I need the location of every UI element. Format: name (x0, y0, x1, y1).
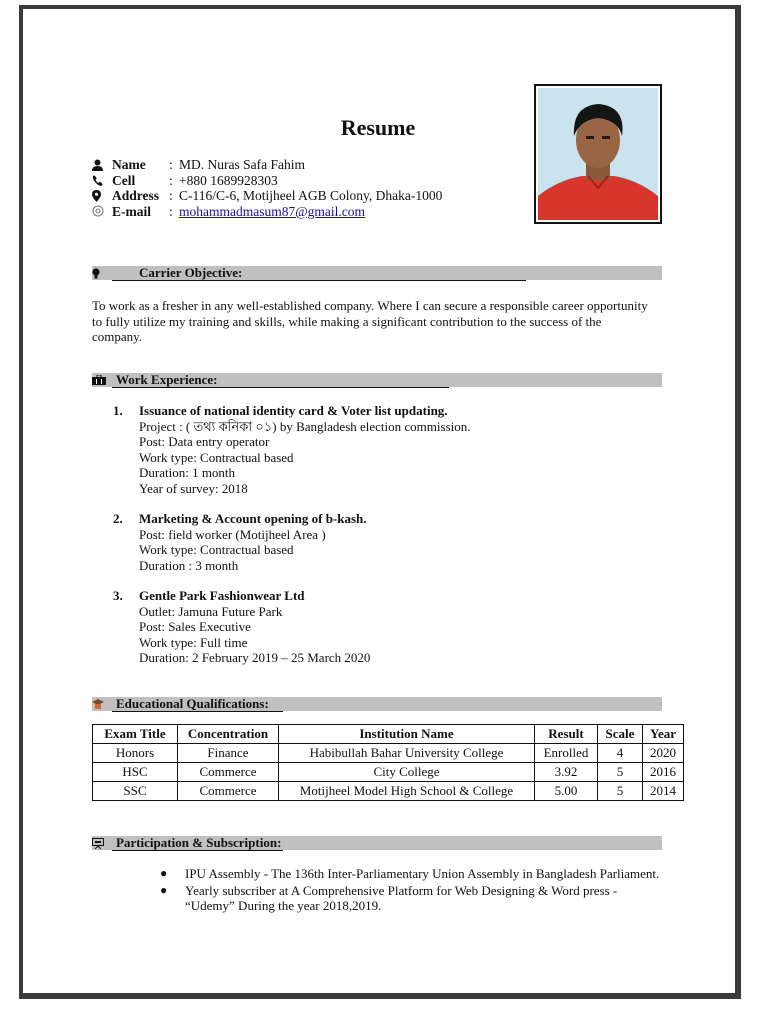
person-icon (92, 159, 112, 171)
section-experience (92, 373, 662, 387)
graduation-icon (92, 699, 112, 710)
column-header: Institution Name (279, 725, 535, 744)
section-objective (92, 266, 662, 280)
column-header: Exam Title (93, 725, 178, 744)
list-item: ● Yearly subscriber at A Comprehensive Platform for Web Designing & Word press - “Udemy” During the year 2018,2019. (160, 882, 618, 913)
list-item: ● IPU Assembly - The 136th Inter-Parliamentary Union Assembly in Bangladesh Parliament. (160, 866, 660, 881)
email-icon (92, 205, 112, 217)
column-header: Result (535, 725, 598, 744)
presentation-icon (92, 838, 112, 849)
email-link[interactable]: mohammadmasum87@gmail.com (179, 203, 366, 219)
table-header-row (93, 725, 684, 744)
job-title: Issuance of national identity card & Voter list updating. (139, 403, 448, 418)
education-table (92, 724, 684, 801)
profile-photo (534, 84, 662, 224)
job-title: Marketing & Account opening of b-kash. (139, 511, 367, 526)
page-title: Resume (340, 115, 416, 140)
column-header: Scale (598, 725, 643, 744)
location-pin-icon (92, 190, 112, 202)
column-header: Year (643, 725, 684, 744)
bullet-icon: ● (160, 866, 168, 880)
participation-list (160, 866, 660, 915)
info-row-name: Name : MD. Nuras Safa Fahim (92, 157, 442, 173)
section-heading: Carrier Objective: (112, 266, 526, 281)
section-heading: Participation & Subscription: (112, 836, 283, 851)
job-title: Gentle Park Fashionwear Ltd (139, 588, 305, 603)
job-item: 3. Gentle Park Fashionwear Ltd Outlet: Jamuna Future Park Post: Sales Executive Work type: Full time Duration: 2 February 2019 – 25 March 2020 (113, 588, 371, 665)
personal-info (92, 157, 442, 219)
lightbulb-icon (92, 268, 112, 279)
section-heading: Educational Qualifications: (112, 697, 283, 712)
table-row: SSC Commerce Motijheel Model High School & College 5.00 5 2014 (93, 782, 684, 801)
section-participation (92, 836, 662, 850)
info-row-address: Address : C-116/C-6, Motijheel AGB Colony, Dhaka-1000 (92, 188, 442, 204)
bullet-icon: ● (160, 882, 168, 897)
column-header: Concentration (178, 725, 279, 744)
table-row: Honors Finance Habibullah Bahar University College Enrolled 4 2020 (93, 744, 684, 763)
section-education (92, 697, 662, 711)
info-row-cell: Cell : +880 1689928303 (92, 173, 442, 189)
section-heading: Work Experience: (112, 373, 449, 388)
phone-icon (92, 175, 112, 186)
objective-text: To work as a fresher in any well-established company. Where I can secure a responsible career opportunity to fully utilize my training and skills, while making a significant contribution to the success of the company. (92, 298, 648, 344)
info-row-email: E-mail : mohammadmasum87@gmail.com (92, 204, 442, 220)
briefcase-icon (92, 375, 112, 385)
job-item: 1. Issuance of national identity card & Voter list updating. Project : ( তথ্য কনিকা ০১) by Bangladesh election commission. Post: Data entry operator Work type: Contractual based Duration: 1 month Year of survey: 2018 (113, 403, 471, 496)
job-item: 2. Marketing & Account opening of b-kash. Post: field worker (Motijheel Area ) Work type: Contractual based Duration : 3 month (113, 511, 367, 573)
table-row: HSC Commerce City College 3.92 5 2016 (93, 763, 684, 782)
